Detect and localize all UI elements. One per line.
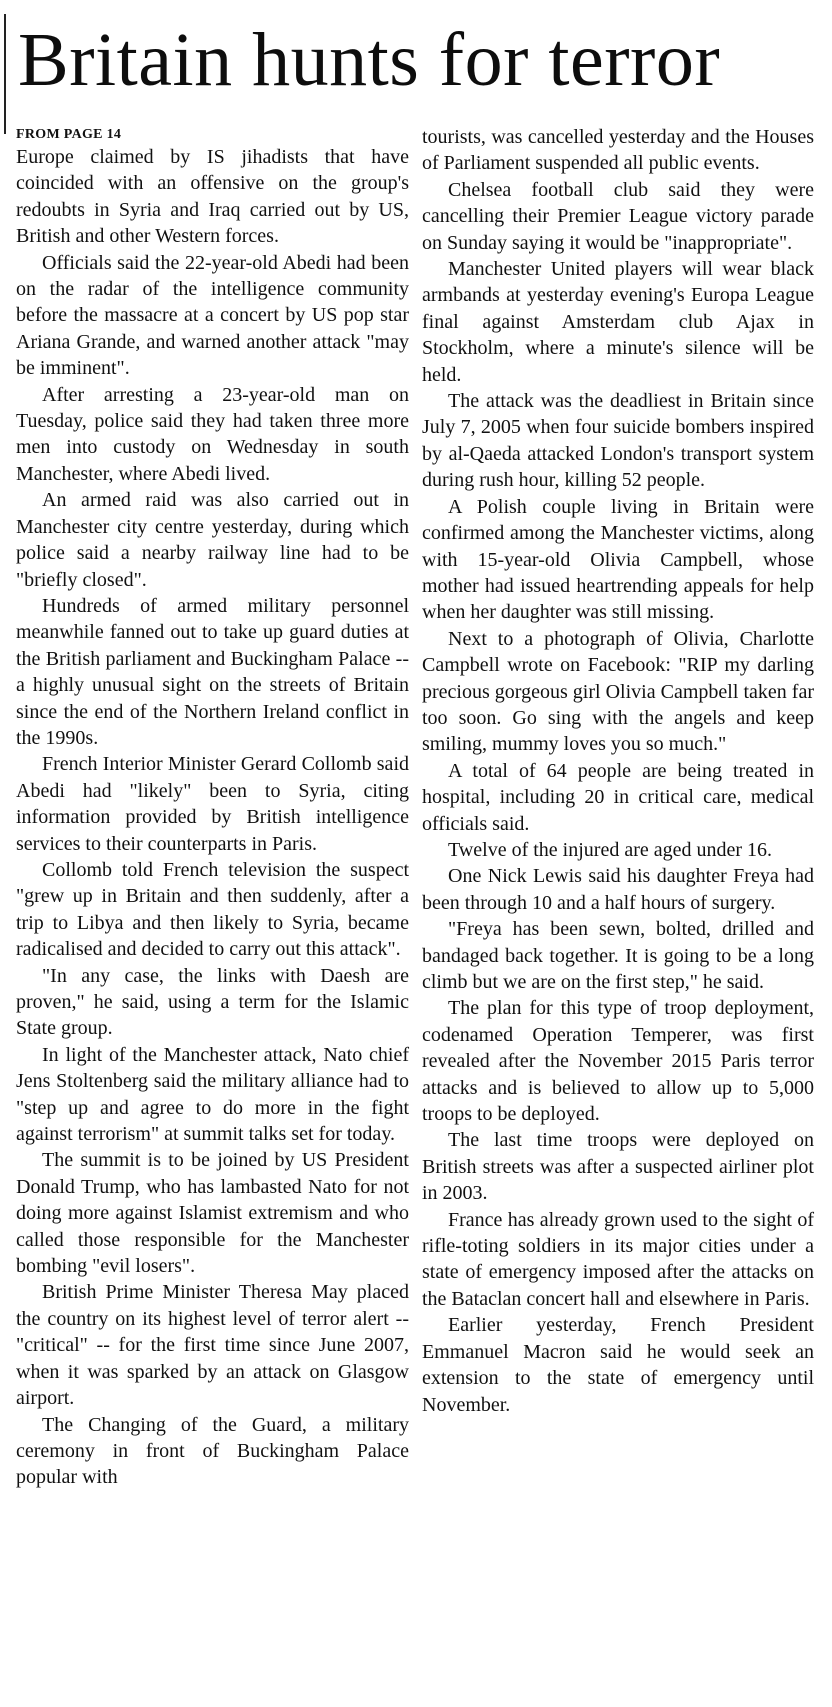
paragraph: French Interior Minister Gerard Collomb said Abedi had "likely" been to Syria, citing information provided by British intelligence services to their counterparts in Paris.: [16, 753, 409, 855]
continuation-label: FROM PAGE 14: [16, 127, 122, 142]
paragraph: Europe claimed by IS jihadists that have coincided with an offensive on the group's redoubts in Syria and Iraq carried out by US, British and other Western forces.: [16, 146, 409, 248]
paragraph: Officials said the 22-year-old Abedi had been on the radar of the intelligence community before the massacre at a concert by US pop star Ariana Grande, and warned another attack "may be imminent".: [16, 251, 409, 380]
article-column-right: [422, 124, 814, 1418]
paragraph: One Nick Lewis said his daughter Freya had been through 10 and a half hours of surgery.: [422, 865, 814, 914]
paragraph: A total of 64 people are being treated in hospital, including 20 in critical care, medical officials said.: [422, 759, 814, 835]
paragraph: After arresting a 23-year-old man on Tuesday, police said they had taken three more men into custody on Wednesday in south Manchester, where Abedi lived.: [16, 383, 409, 485]
paragraph: Next to a photograph of Olivia, Charlotte Campbell wrote on Facebook: "RIP my darling precious gorgeous girl Olivia Campbell taken far too soon. Go sing with the angels and keep smiling, mummy loves you so much.": [422, 627, 814, 756]
column-rule: [4, 14, 6, 134]
paragraph: British Prime Minister Theresa May placed the country on its highest level of terror alert -- "critical" -- for the first time since June 2007, when it was sparked by an attack on Glasgow airport.: [16, 1281, 409, 1410]
paragraph: The last time troops were deployed on British streets was after a suspected airliner plot in 2003.: [422, 1129, 814, 1205]
article-headline: Britain hunts for terror: [18, 18, 721, 102]
paragraph: The plan for this type of troop deployment, codenamed Operation Temperer, was first revealed after the November 2015 Paris terror attacks and is believed to allow up to 5,000 troops to be deployed.: [422, 997, 814, 1126]
paragraph: The attack was the deadliest in Britain since July 7, 2005 when four suicide bombers inspired by al-Qaeda attacked London's transport system during rush hour, killing 52 people.: [422, 390, 814, 492]
article-column-left: [16, 124, 409, 1491]
paragraph: tourists, was cancelled yesterday and the Houses of Parliament suspended all public events.: [422, 126, 814, 175]
paragraph: Twelve of the injured are aged under 16.: [448, 838, 773, 861]
paragraph: In light of the Manchester attack, Nato chief Jens Stoltenberg said the military alliance had to "step up and agree to do more in the fight against terrorism" at summit talks set for today.: [16, 1043, 409, 1146]
paragraph: The Changing of the Guard, a military ceremony in front of Buckingham Palace popular with: [16, 1413, 409, 1489]
paragraph: A Polish couple living in Britain were confirmed among the Manchester victims, along with 15-year-old Olivia Campbell, whose mother had issued heartrending appeals for help when her daughter was still missing.: [422, 495, 814, 624]
paragraph: An armed raid was also carried out in Manchester city centre yesterday, during which police said a nearby railway line had to be "briefly closed".: [16, 489, 409, 591]
paragraph: "In any case, the links with Daesh are proven," he said, using a term for the Islamic State group.: [16, 964, 409, 1040]
paragraph: "Freya has been sewn, bolted, drilled and bandaged back together. It is going to be a long climb but we are on the first step," he said.: [422, 918, 814, 993]
paragraph: Hundreds of armed military personnel meanwhile fanned out to take up guard duties at the British parliament and Buckingham Palace -- a highly unusual sight on the streets of Britain since the end of the Northern Ireland conflict in the 1990s.: [16, 594, 409, 749]
paragraph: Collomb told French television the suspect "grew up in Britain and then suddenly, after a trip to Libya and then likely to Syria, became radicalised and decided to carry out this attack".: [16, 858, 409, 961]
paragraph: Earlier yesterday, French President Emmanuel Macron said he would seek an extension to the state of emergency until November.: [422, 1314, 814, 1416]
paragraph: Chelsea football club said they were cancelling their Premier League victory parade on Sunday saying it would be "inappropriate".: [422, 178, 814, 254]
paragraph: France has already grown used to the sight of rifle-toting soldiers in its major cities under a state of emergency imposed after the attacks on the Bataclan concert hall and elsewhere in Paris.: [422, 1208, 814, 1310]
paragraph: Manchester United players will wear black armbands at yesterday evening's Europa League final against Amsterdam club Ajax in Stockholm, where a minute's silence will be held.: [422, 258, 814, 386]
paragraph: The summit is to be joined by US President Donald Trump, who has lambasted Nato for not doing more against Islamist extremism and who called those responsible for the Manchester bombing "evil losers".: [16, 1149, 409, 1278]
